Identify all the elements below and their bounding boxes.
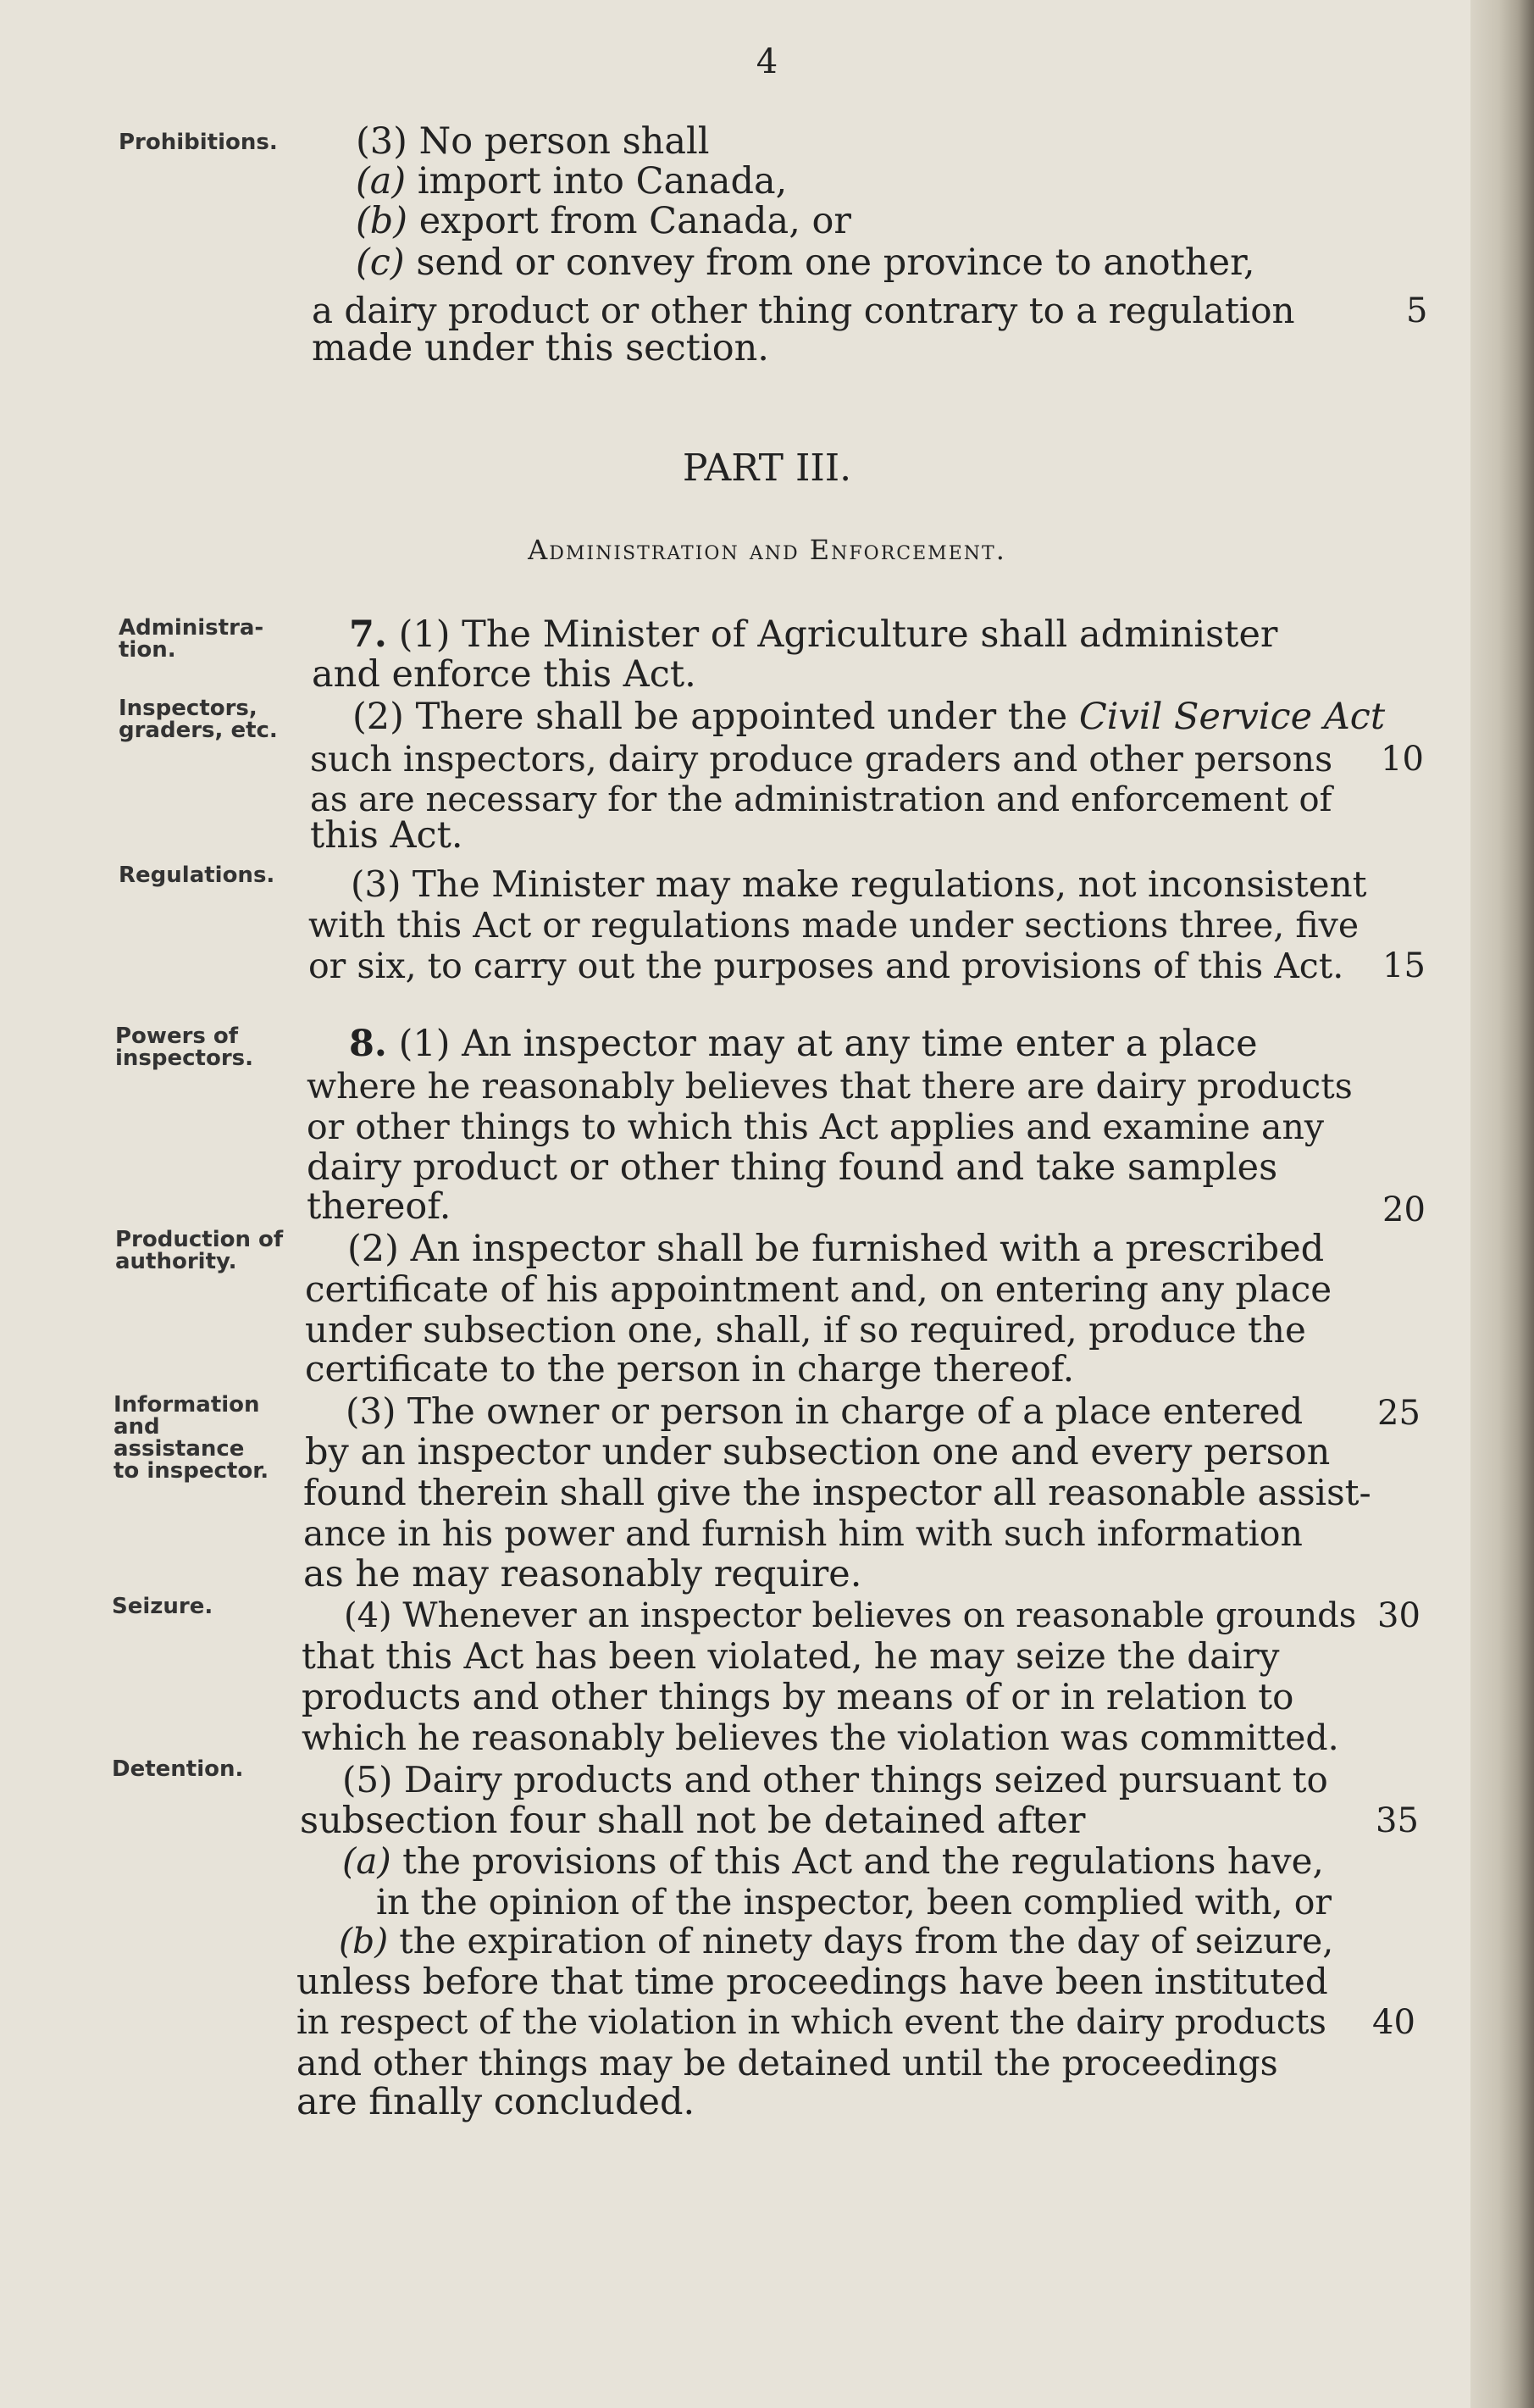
text-line <box>356 242 1255 283</box>
line-number: 5 <box>1406 291 1428 330</box>
line-number: 30 <box>1377 1596 1420 1635</box>
text-line: which he reasonably believes the violation was committed. <box>302 1717 1339 1758</box>
text-line: (3) No person shall <box>356 120 710 163</box>
text-line: such inspectors, dairy produce graders and other persons <box>310 739 1333 780</box>
margin-note-seizure: Seizure. <box>112 1594 213 1619</box>
book-spine-shadow <box>1470 0 1534 2408</box>
text-line: made under this section. <box>312 327 769 369</box>
margin-note-production: Production of authority. <box>115 1227 284 1274</box>
clause-label: (b) <box>339 1921 389 1961</box>
margin-note-powers: Powers of inspectors. <box>115 1024 254 1071</box>
margin-note-inspectors: Inspectors, graders, etc. <box>119 696 278 743</box>
text-line: thereof. <box>307 1185 451 1228</box>
line-number: 20 <box>1382 1190 1426 1229</box>
section-number: 7. <box>349 613 387 656</box>
text-line <box>352 696 1385 737</box>
text-line: with this Act or regulations made under sections three, five <box>308 905 1360 946</box>
text-line: and other things may be detained until the proceedings <box>296 2043 1278 2083</box>
text-line: are finally concluded. <box>296 2081 695 2123</box>
clause-label: (c) <box>356 241 405 284</box>
text-line <box>339 1921 1333 1961</box>
line-text: (2) There shall be appointed under the <box>352 696 1068 738</box>
clause-label: (b) <box>356 200 408 242</box>
section-text: (1) The Minister of Agriculture shall administer <box>398 613 1278 656</box>
text-line: (3) The Minister may make regulations, not inconsistent <box>351 863 1367 905</box>
clause-label: (a) <box>342 1840 391 1882</box>
clause-text: send or convey from one province to another, <box>416 241 1255 284</box>
text-line: that this Act has been violated, he may seize the dairy <box>302 1635 1280 1677</box>
margin-note-prohibitions: Prohibitions. <box>119 130 278 155</box>
text-line: subsection four shall not be detained after <box>300 1800 1086 1842</box>
text-line: a dairy product or other thing contrary to a regulation <box>312 290 1295 331</box>
text-line <box>342 1841 1324 1882</box>
line-number: 40 <box>1372 2003 1415 2042</box>
text-line: where he reasonably believes that there are dairy products <box>307 1066 1353 1107</box>
text-line: or other things to which this Act applies and examine any <box>307 1107 1325 1147</box>
text-line <box>356 161 787 202</box>
text-line: under subsection one, shall, if so required, produce the <box>305 1309 1306 1351</box>
clause-text: export from Canada, or <box>418 200 851 242</box>
text-line: ance in his power and furnish him with such information <box>303 1513 1303 1554</box>
text-line: dairy product or other thing found and take samples <box>307 1146 1278 1189</box>
margin-note-detention: Detention. <box>112 1756 244 1782</box>
text-line <box>349 1024 1258 1064</box>
margin-note-regulations: Regulations. <box>119 863 275 888</box>
line-number: 15 <box>1382 946 1426 985</box>
text-line: in respect of the violation in which event the dairy products <box>296 2003 1326 2042</box>
section-number: 8. <box>349 1023 387 1065</box>
text-line: (3) The owner or person in charge of a place entered <box>346 1390 1304 1432</box>
margin-note-administration: Administra-tion. <box>119 615 264 663</box>
text-line: or six, to carry out the purposes and provisions of this Act. <box>308 946 1344 986</box>
clause-label: (a) <box>356 160 407 203</box>
text-line <box>356 201 851 241</box>
text-line: (5) Dairy products and other things seized pursuant to <box>342 1759 1328 1800</box>
text-line: as he may reasonably require. <box>303 1553 862 1595</box>
clause-text: the provisions of this Act and the regulations have, <box>402 1840 1324 1882</box>
text-line: this Act. <box>310 814 463 857</box>
text-line <box>349 614 1277 655</box>
text-line: (2) An inspector shall be furnished with a prescribed <box>347 1228 1325 1270</box>
text-line: as are necessary for the administration and enforcement of <box>310 780 1332 819</box>
act-name: Civil Service Act <box>1078 696 1386 738</box>
text-line: unless before that time proceedings have been instituted <box>296 1961 1328 2002</box>
text-line: by an inspector under subsection one and every person <box>305 1431 1331 1473</box>
text-line: certificate of his appointment and, on entering any place <box>305 1268 1332 1310</box>
line-number: 10 <box>1381 740 1424 779</box>
line-number: 35 <box>1376 1801 1419 1840</box>
text-line: found therein shall give the inspector all reasonable assist- <box>303 1472 1371 1513</box>
clause-text: the expiration of ninety days from the day of seizure, <box>399 1921 1334 1961</box>
line-number: 25 <box>1377 1394 1420 1433</box>
page-number: 4 <box>756 42 778 81</box>
text-line: and enforce this Act. <box>312 653 696 696</box>
clause-text: import into Canada, <box>417 160 788 203</box>
text-line: in the opinion of the inspector, been complied with, or <box>376 1882 1332 1923</box>
text-line: products and other things by means of or in relation to <box>302 1676 1294 1717</box>
part-title: PART III. <box>682 447 852 490</box>
part-subtitle: Administration and Enforcement. <box>528 534 1006 566</box>
text-line: (4) Whenever an inspector believes on reasonable grounds <box>344 1596 1357 1635</box>
section-text: (1) An inspector may at any time enter a place <box>398 1023 1258 1065</box>
margin-note-information: Information and assistance to inspector. <box>114 1392 269 1484</box>
text-line: certificate to the person in charge thereof. <box>305 1348 1075 1390</box>
